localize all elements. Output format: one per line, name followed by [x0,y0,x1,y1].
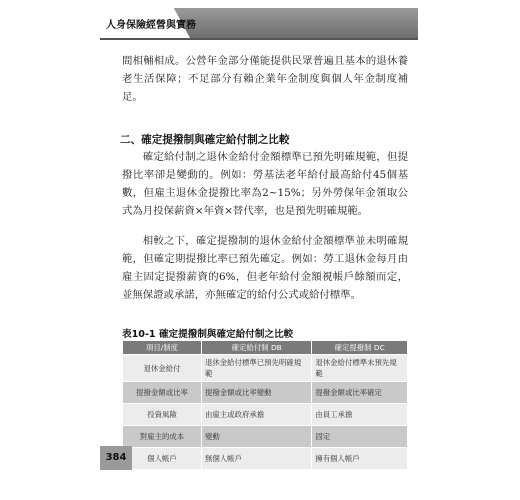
table-row [123,355,408,382]
table-cell: 擁有個人帳戶 [312,448,408,470]
intro-paragraph: 間相輔相成。公營年金部分僅能提供民眾普遍且基本的退休養老生活保障；不足部分有賴企業年金制度與個人年金制度補足。 [122,55,408,103]
table-row [123,382,408,404]
table-row-label: 退休金給付 [123,355,202,382]
table-cell: 由雇主或政府承擔 [202,404,312,426]
table-row [123,404,408,426]
section-paragraph-1: 確定給付制之退休金給付金額標準已預先明確規範，但提撥比率卻是變動的。例如：勞基法老年給付最高給付45個基數，但雇主退休金提撥比率為2~15%；另外勞保年金領取公式為月投保薪資×年資×替代率，也是預先明確規範。 [122,151,408,217]
table-cell: 無個人帳戶 [202,448,312,470]
table-row [123,448,408,470]
table-cell: 固定 [312,426,408,448]
book-page [100,8,418,492]
table-cell: 提撥金額或比率確定 [312,382,408,404]
table-header-cell: 項目/制度 [123,341,202,355]
comparison-table [122,340,408,470]
table-header-cell: 確定給付制 DB [202,341,312,355]
table-row [123,426,408,448]
section-paragraph-2: 相較之下，確定提撥制的退休金給付金額標準並未明確規範，但確定期提撥比率已預先確定。例如：勞工退休金每月由雇主固定提撥薪資的6%，但老年給付金額視帳戶餘額而定，並無保證或承諾，亦無確定的給付公式或給付標準。 [122,235,408,301]
table-caption: 表10-1 確定提撥制與確定給付制之比較 [122,329,294,340]
running-header-bar [100,8,418,40]
table-row-label: 對雇主的成本 [123,426,202,448]
table-header-row [123,341,408,355]
table-cell: 由員工承擔 [312,404,408,426]
running-header-title: 人身保險經營與實務 [106,20,196,31]
table-row-label: 個人帳戶 [123,448,202,470]
table-cell: 提撥金額或比率變動 [202,382,312,404]
section-heading: 二、確定提撥制與確定給付制之比較 [120,134,290,146]
table-cell: 退休金給付標準未預先規範 [312,355,408,382]
table-row-label: 投資風險 [123,404,202,426]
table-header-cell: 確定提撥制 DC [312,341,408,355]
table-row-label: 提撥金額或比率 [123,382,202,404]
page-number: 384 [105,452,127,463]
table-cell: 退休金給付標準已預先明確規範 [202,355,312,382]
table-cell: 變動 [202,426,312,448]
